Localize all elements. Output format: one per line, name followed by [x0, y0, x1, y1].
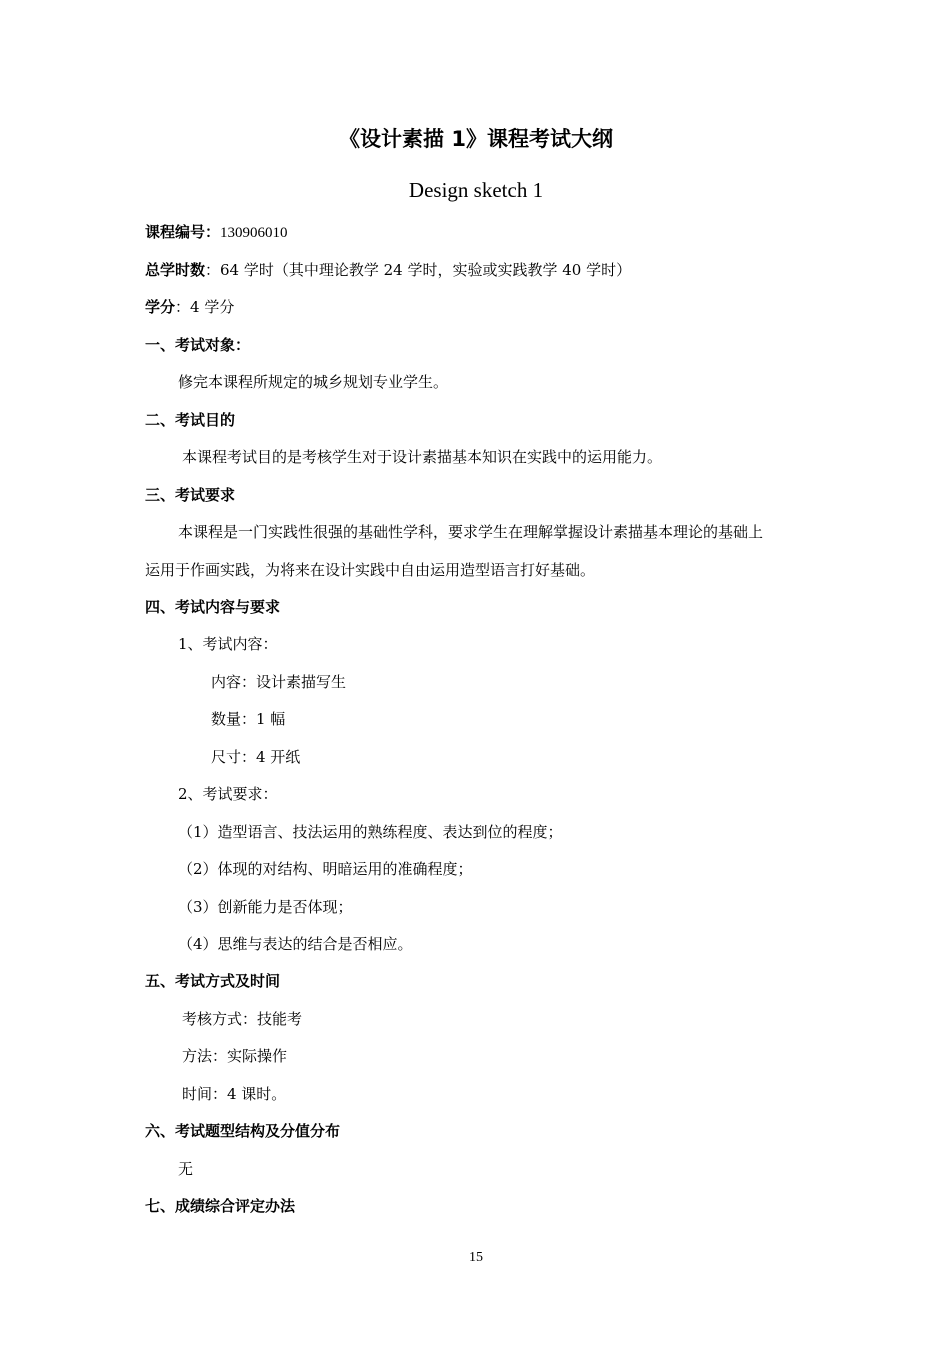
document-title: 《设计素描 1》课程考试大纲 [339, 127, 613, 151]
exam-method-item: 时间：4 课时。 [182, 1085, 287, 1103]
section-3-text-line1: 本课程是一门实践性很强的基础性学科，要求学生在理解掌握设计素描基本理论的基础上 [178, 523, 764, 541]
section-3-text-line2: 运用于作画实践，为将来在设计实践中自由运用造型语言打好基础。 [145, 561, 596, 579]
credit-line [145, 297, 234, 317]
exam-method-item: 考核方式：技能考 [182, 1010, 303, 1028]
exam-content-item: 尺寸：4 开纸 [211, 748, 301, 766]
exam-method-item: 方法：实际操作 [182, 1047, 288, 1065]
course-code-line [145, 222, 288, 243]
credit-value: ：4 学分 [175, 298, 235, 316]
section-7-heading: 七、成绩综合评定办法 [145, 1197, 296, 1215]
section-3-heading: 三、考试要求 [145, 486, 236, 504]
document-subtitle: Design sketch 1 [408, 178, 544, 202]
exam-requirement-item: （2）体现的对结构、明暗运用的准确程度； [178, 860, 473, 878]
credit-label: 学分 [145, 298, 176, 316]
exam-content-item: 数量：1 幅 [211, 710, 286, 728]
section-1-text: 修完本课程所规定的城乡规划专业学生。 [178, 373, 449, 391]
section-5-heading: 五、考试方式及时间 [145, 972, 281, 990]
exam-content-item: 内容：设计素描写生 [211, 673, 347, 691]
exam-requirement-item: （1）造型语言、技法运用的熟练程度、表达到位的程度； [178, 823, 563, 841]
exam-requirement-item: （4）思维与表达的结合是否相应。 [178, 935, 413, 953]
total-hours-label: 总学时数 [145, 261, 206, 279]
section-2-heading: 二、考试目的 [145, 411, 236, 429]
exam-requirement-item: （3）创新能力是否体现； [178, 898, 353, 916]
page-number: 15 [469, 1250, 483, 1265]
total-hours-value: ：64 学时（其中理论教学 24 学时，实验或实践教学 40 学时） [205, 261, 632, 279]
course-code-value: 130906010 [220, 225, 288, 241]
section-6-heading: 六、考试题型结构及分值分布 [145, 1122, 341, 1140]
section-4-heading: 四、考试内容与要求 [145, 598, 281, 616]
section-2-text: 本课程考试目的是考核学生对于设计素描基本知识在实践中的运用能力。 [182, 448, 663, 466]
course-code-label: 课程编号： [145, 223, 221, 241]
total-hours-line [145, 260, 631, 280]
exam-content-title: 1、考试内容： [178, 635, 278, 653]
section-1-heading: 一、考试对象： [145, 336, 251, 354]
exam-requirements-title: 2、考试要求： [178, 785, 278, 803]
section-6-text: 无 [178, 1160, 194, 1178]
